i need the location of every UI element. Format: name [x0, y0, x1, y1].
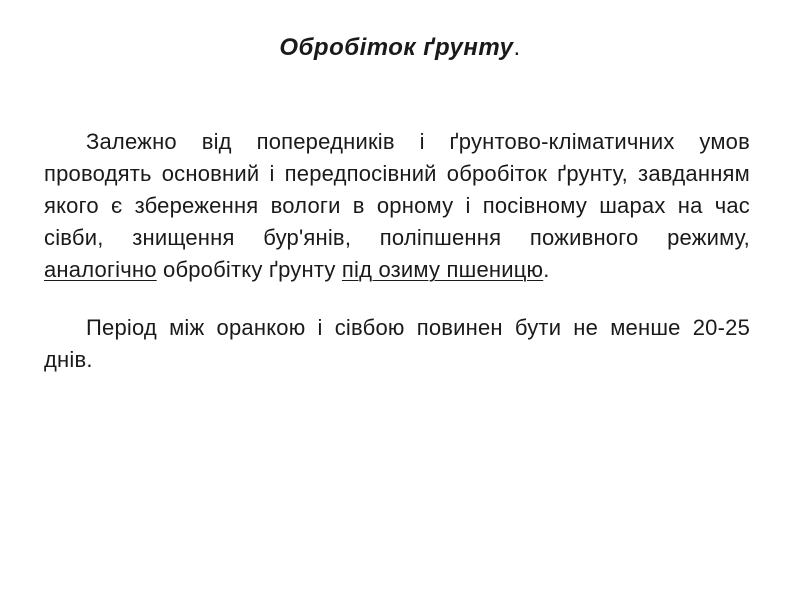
title-text: Обробіток ґрунту — [279, 34, 514, 61]
paragraph-tillage — [44, 126, 750, 286]
paragraph-period: Період між оранкою і сівбою повинен бути не менше 20-25 днів. — [44, 315, 750, 372]
underlined-word-analogous: аналогічно — [44, 257, 157, 282]
title-punctuation: . — [513, 34, 521, 61]
slide-title — [0, 30, 800, 66]
slide-body — [44, 126, 750, 376]
underlined-phrase-winter-wheat: під озиму пшеницю — [341, 257, 544, 282]
paragraph-1-text-2: обробітку ґрунту — [163, 257, 336, 282]
paragraph-1-end: . — [543, 257, 550, 282]
paragraph-1-text: Залежно від попередників і ґрунтово-кліматичних умов проводять основний і передпосівний обробіток ґрунту, завданням якого є збереження вологи в орному і посівному шарах на час сівби, знищення бур'янів, поліпшення поживного режиму, — [44, 129, 750, 250]
